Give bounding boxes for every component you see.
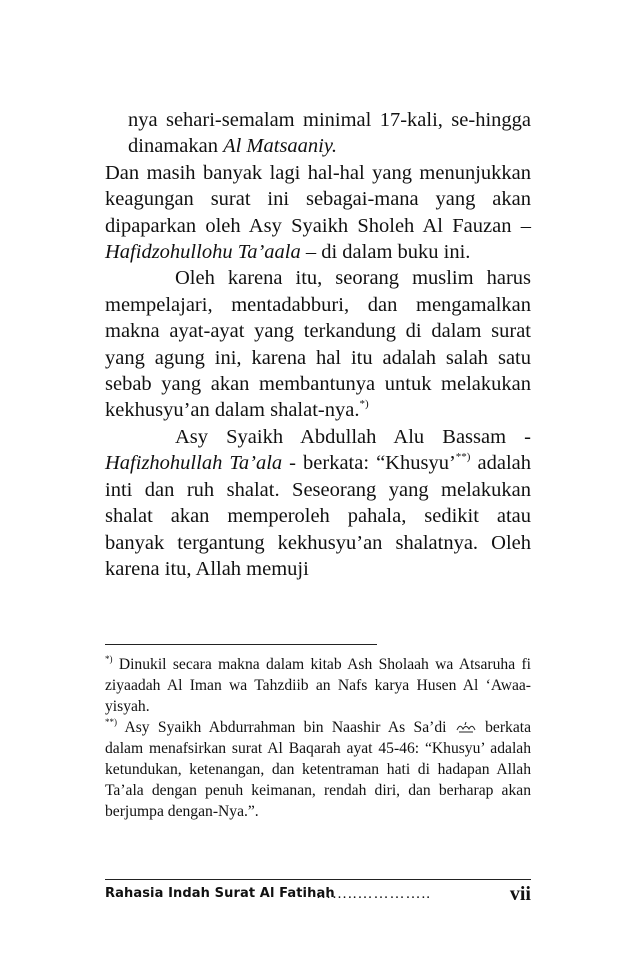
footer-divider	[105, 879, 531, 880]
paragraph: Dan masih banyak lagi hal-hal yang menunjukkan keagungan surat ini sebagai-mana yang akan dipaparkan oleh Asy Syaikh Sholeh Al Fauzan – Hafidzohullohu Ta’aala – di dalam buku ini.	[105, 161, 531, 264]
paragraph: Oleh karena itu, seorang muslim harus mempelajari, mentadabburi, dan mengamalkan makna ayat-ayat yang terkandung di dalam surat yang agung ini, karena hal itu adalah salah satu sebab yang akan membantunya untuk melakukan kekhusyu’an dalam shalat-nya.*)	[105, 267, 531, 422]
leader-dots: ……..…………..	[316, 886, 431, 902]
footnote-divider	[105, 644, 377, 645]
footer	[105, 882, 531, 908]
footnote-ref: *)	[359, 398, 369, 411]
book-title: Rahasia Indah Surat Al Fatihah	[105, 886, 335, 901]
paragraph: Asy Syaikh Abdullah Alu Bassam - Hafizhohullah Ta’ala - berkata: “Khusyu’**) adalah inti dan ruh shalat. Seseorang yang melakukan shalat akan memperoleh pahala, sedikit atau banyak tergantung kekhusyu’an shalatnya. Oleh karena itu, Allah memuji	[105, 425, 531, 580]
honorific-glyph-icon	[455, 721, 477, 733]
footnotes	[105, 654, 531, 822]
main-text	[105, 107, 531, 582]
footnote: **) Asy Syaikh Abdurrahman bin Naashir As Sa’di berkata dalam menafsirkan surat Al Baqarah ayat 45-46: “Khusyu’ adalah ketundukan, ketenangan, dan ketentraman hati di hadapan Allah Ta’ala dengan penuh keimanan, rendah diri, dan berharap akan berjumpa dengan-Nya.”.	[105, 716, 531, 820]
page-number: vii	[509, 883, 531, 905]
paragraph-continuation: nya sehari-semalam minimal 17-kali, se-hingga dinamakan Al Matsaaniy.	[128, 109, 531, 158]
footnote: *) Dinukil secara makna dalam kitab Ash Sholaah wa Atsaruha fi ziyaadah Al Iman wa Tahzdiib an Nafs karya Husen Al ‘Awaa-yisyah.	[105, 653, 531, 715]
footnote-ref: **)	[455, 451, 471, 464]
